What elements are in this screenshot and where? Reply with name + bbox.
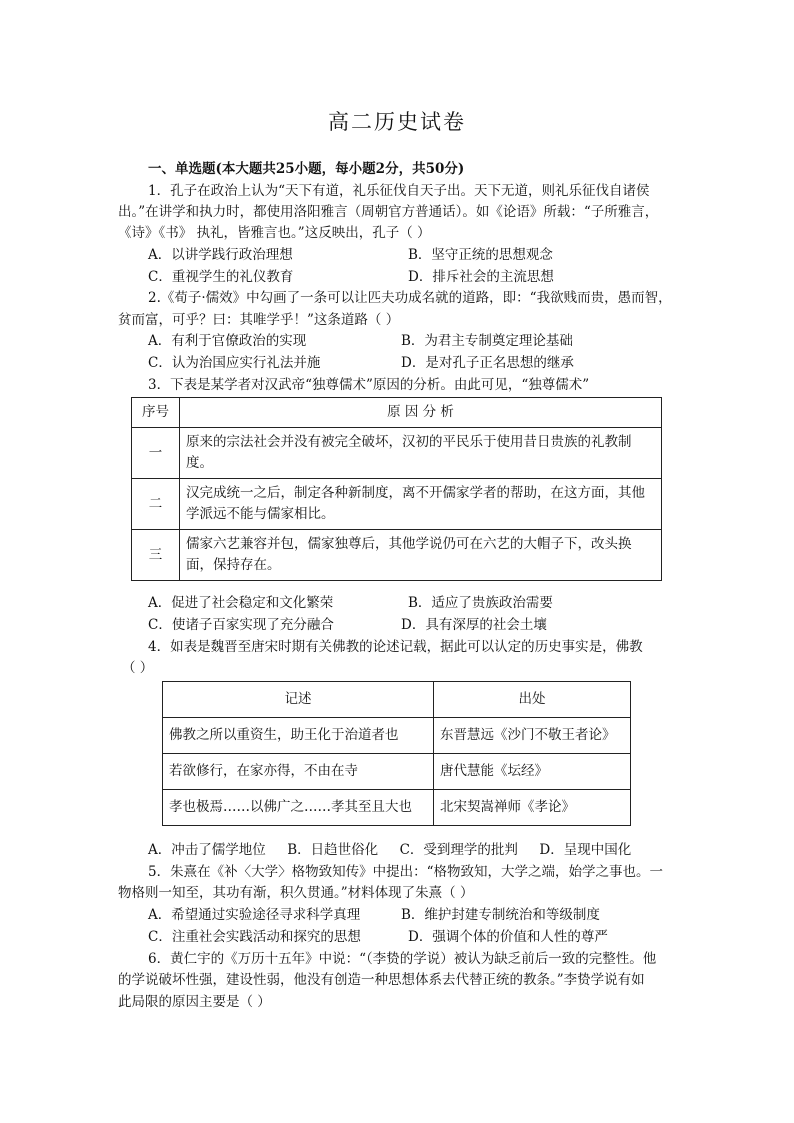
q4-stem-line: （ ） [122,660,154,676]
q1-stem-line: 1．孔子在政治上认为“天下有道，礼乐征伐自天子出。天下无道，则礼乐征伐自诸侯 [148,183,650,199]
section-heading: 一、单选题(本大题共25小题，每小题2分，共50分) [148,161,465,177]
q3-option-d: D．具有深厚的社会土壤 [401,617,547,633]
q5-option-a: A．希望通过实验途径寻求科学真理 [148,907,361,923]
q5-stem-line: 物格则一知至，其功有渐，积久贯通。”材料体现了朱熹（ ） [118,885,474,901]
q6-stem-line: 的学说破坏性强，建设性弱，他没有创造一种思想体系去代替正统的教条。”李贽学说有如 [118,972,645,988]
table-cell: 佛教之所以重资生，助王化于治道者也 [163,718,434,754]
table-header-cell: 记述 [163,682,434,718]
q2-option-b: B．为君主专制奠定理论基础 [401,333,573,349]
q3-table [131,397,662,581]
table-cell: 孝也极焉……以佛广之……孝其至且大也 [163,790,434,826]
q4-stem-line: 4．如表是魏晋至唐宋时期有关佛教的论述记载，据此可以认定的历史事实是，佛教 [148,639,643,655]
q2-stem-line: 贫而富，可乎？曰：其唯学乎！”这条道路（ ） [118,312,400,328]
table-row [132,479,662,530]
table-row [132,530,662,581]
q6-stem-line: 此局限的原因主要是（ ） [118,994,271,1010]
q3-option-a: A．促进了社会稳定和文化繁荣 [148,595,334,611]
q3-stem-line: 3．下表是某学者对汉武帝“独尊儒术”原因的分析。由此可见，“独尊儒术” [148,377,590,393]
q6-stem-line: 6．黄仁宇的《万历十五年》中说：“（李贽的学说）被认为缺乏前后一致的完整性。他 [148,951,657,967]
q5-option-d: D．强调个体的价值和人性的尊严 [408,929,608,945]
exam-title: 高二历史试卷 [328,110,466,134]
q2-option-a: A．有利于官僚政治的实现 [148,333,307,349]
table-cell: 若欲修行，在家亦得，不由在寺 [163,754,434,790]
table-cell: 三 [132,530,180,581]
q2-option-c: C．认为治国应实行礼法并施 [148,355,321,371]
q1-option-a: A．以讲学践行政治理想 [148,247,293,263]
table-header-row [163,682,631,718]
q1-option-d: D．排斥社会的主流思想 [408,269,554,285]
q2-stem-line: 2.《荀子·儒效》中勾画了一条可以让匹夫功成名就的道路，即：“我欲贱而贵，愚而智， [148,290,672,306]
table-header-cell: 原 因 分 析 [180,398,662,428]
q4-options: A．冲击了儒学地位 B．日趋世俗化 C．受到理学的批判 D．呈现中国化 [148,842,632,858]
table-cell: 东晋慧远《沙门不敬王者论》 [434,718,631,754]
q1-stem-line: 出。”在讲学和执力时，都使用洛阳雅言（周朝官方普通话）。如《论语》所载：“子所雅言， [118,204,659,220]
q1-option-c: C．重视学生的礼仪教育 [148,269,294,285]
table-row [132,428,662,479]
q4-table [162,681,631,826]
table-header-row [132,398,662,428]
q2-option-d: D．是对孔子正名思想的继承 [401,355,574,371]
q3-option-c: C．使诸子百家实现了充分融合 [148,617,334,633]
q5-option-b: B．维护封建专制统治和等级制度 [401,907,600,923]
table-row [163,754,631,790]
table-cell: 北宋契嵩禅师《孝论》 [434,790,631,826]
table-cell: 汉完成统一之后，制定各种新制度，离不开儒家学者的帮助，在这方面，其他学派远不能与儒家相比。 [180,479,662,530]
table-header-cell: 序号 [132,398,180,428]
table-cell: 唐代慧能《坛经》 [434,754,631,790]
q5-option-c: C．注重社会实践活动和探究的思想 [148,929,361,945]
table-header-cell: 出处 [434,682,631,718]
table-cell: 二 [132,479,180,530]
q1-option-b: B．坚守正统的思想观念 [408,247,553,263]
q3-option-b: B．适应了贵族政治需要 [408,595,553,611]
table-cell: 一 [132,428,180,479]
table-row [163,790,631,826]
q1-stem-line: 《诗》《书》 执礼，皆雅言也。”这反映出，孔子（ ） [118,225,431,241]
table-cell: 儒家六艺兼容并包，儒家独尊后，其他学说仍可在六艺的大帽子下，改头换面，保持存在。 [180,530,662,581]
q5-stem-line: 5．朱熹在《补〈大学〉格物致知传》中提出：“格物致知，大学之端，始学之事也。一 [148,864,663,880]
table-cell: 原来的宗法社会并没有被完全破坏，汉初的平民乐于使用昔日贵族的礼教制度。 [180,428,662,479]
table-row [163,718,631,754]
